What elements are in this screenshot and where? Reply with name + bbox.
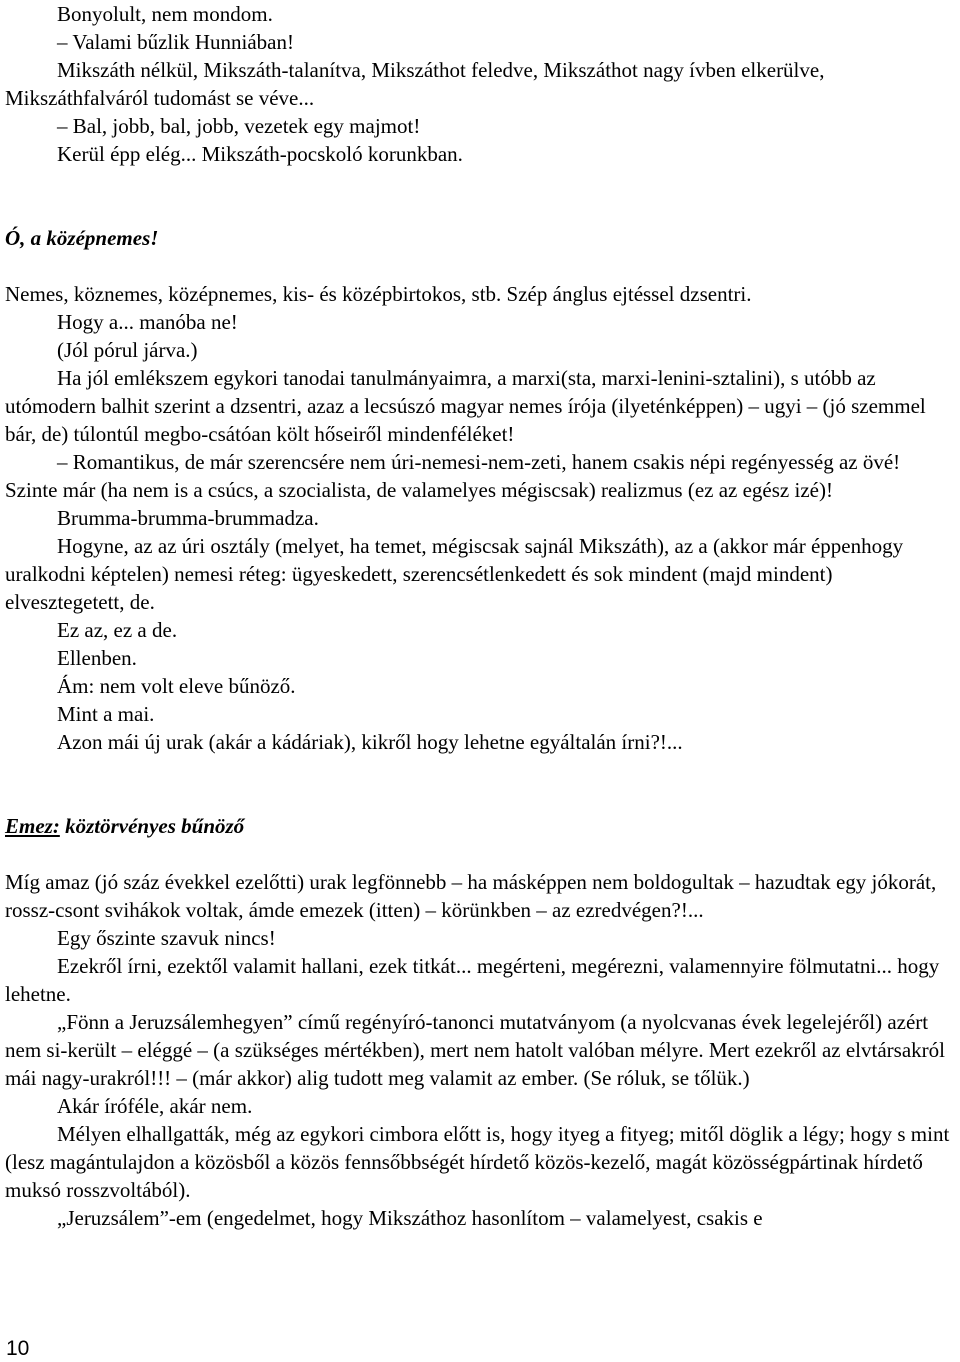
paragraph: – Valami bűzlik Hunniában! (57, 30, 294, 54)
paragraph: Bonyolult, nem mondom. (57, 2, 273, 26)
paragraph: Mélyen elhallgatták, még az egykori cimbora előtt is, hogy ityeg a fityeg; mitől döglik a légy; hogy s mint (lesz magántulajdon a közösből a közös fennsőbbségét hírdető közös-kezelő, magát közösségpártinak hírdető muksó rosszvoltából). (5, 1122, 950, 1202)
paragraph: Ellenben. (57, 646, 137, 670)
spacer (5, 840, 955, 868)
paragraph: – Bal, jobb, bal, jobb, vezetek egy majmot! (57, 114, 421, 138)
body-text (5, 0, 955, 1232)
paragraph: „Fönn a Jeruzsálemhegyen” című regényíró-tanonci mutatványom (a nyolcvanas évek legelejéről) azért nem si-került – eléggé – (a szükséges mértékben), mert nem hatolt valóban mélyre. Mert ezekről az elvtársakról mái nagy-urakról!!! – (már akkor) alig tudott meg valamit az ember. (Se róluk, se tőlük.) (5, 1010, 945, 1090)
paragraph: Hogy a... manóba ne! (57, 310, 238, 334)
page-number: 10 (6, 1337, 30, 1360)
paragraph: Akár írófélе, akár nem. (57, 1094, 253, 1118)
paragraph: Nemes, köznemes, középnemes, kis- és középbirtokos, stb. Szép ánglus ejtéssel dzsentri. (5, 282, 752, 306)
paragraph: Míg amaz (jó száz évekkel ezelőtti) urak legfönnebb – ha másképpen nem boldogultak – hazudtak egy jókorát, rossz-csont svihákok voltak, ámde emezek (itten) – körünkben – az ezredvégen?!... (5, 870, 937, 922)
section-heading (5, 812, 955, 840)
heading-rest: köztörvényes bűnöző (59, 814, 245, 838)
paragraph: Egy őszinte szavuk nincs! (57, 926, 276, 950)
paragraph: Ezekről írni, ezektől valamit hallani, ezek titkát... megérteni, megérezni, valamennyire fölmutatni... hogy lehetne. (5, 954, 940, 1006)
paragraph: Brumma-brumma-brummadza. (57, 506, 319, 530)
spacer (5, 756, 955, 812)
paragraph: Mikszáth nélkül, Mikszáth-talanítva, Mikszáthot feledve, Mikszáthot nagy ívben elkerülve, Mikszáthfalváról tudomást se véve... (5, 58, 825, 110)
paragraph: Hogyne, az az úri osztály (melyet, ha temet, mégiscsak sajnál Mikszáth), az a (akkor már éppenhogy uralkodni képtelen) nemesi réteg: ügyeskedett, szerencsétlenkedett és sok mindent (majd mindent) elvesztegetett, de. (5, 534, 904, 614)
heading-underlined-part: Emez: (5, 814, 60, 838)
paragraph: Kerül épp elég... Mikszáth-pocskoló korunkban. (57, 142, 463, 166)
paragraph: Ha jól emlékszem egykori tanodai tanulmányaimra, a marxi(sta, marxi-lenini-sztalini), s utóbb az utómodern balhit szerint a dzsentri, azaz a lecsúszó magyar nemes írója (ilyeténképpen) – ugyi – (jó szemmel bár, de) túlontúl megbo-csátóan költ hőseiről mindenféléket! (5, 366, 926, 446)
section-heading: Ó, a középnemes! (5, 226, 159, 250)
paragraph: Mint a mai. (57, 702, 155, 726)
paragraph: (Jól pórul járva.) (57, 338, 198, 362)
paragraph: Azon mái új urak (akár a kádáriak), kikről hogy lehetne egyáltalán írni?!... (57, 730, 683, 754)
paragraph: Ez az, ez a de. (57, 618, 178, 642)
paragraph: Ám: nem volt eleve bűnöző. (57, 674, 296, 698)
spacer (5, 168, 955, 224)
paragraph: – Romantikus, de már szerencsére nem úri-nemesi-nem-zeti, hanem csakis népi regényesség az övé! Szinte már (ha nem is a csúcs, a szocialista, de valamelyes mégiscsak) realizmus (ez az egész izé)! (5, 450, 901, 502)
paragraph: „Jeruzsálem”-em (engedelmet, hogy Mikszáthoz hasonlítom – valamelyest, csakis e (57, 1206, 763, 1230)
spacer (5, 252, 955, 280)
